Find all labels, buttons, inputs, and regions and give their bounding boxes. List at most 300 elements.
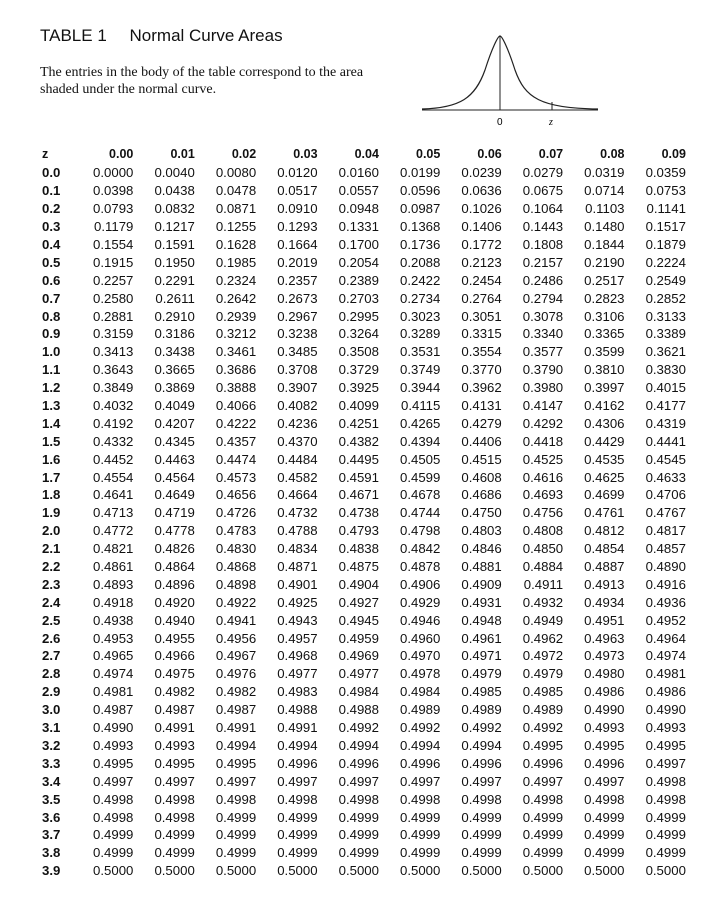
z-value: 0.5 bbox=[42, 254, 61, 270]
area-cell: 0.4981 bbox=[93, 684, 134, 700]
area-cell: 0.4998 bbox=[277, 791, 318, 807]
table-row bbox=[36, 271, 686, 289]
column-header: 0.01 bbox=[170, 147, 195, 161]
table-row bbox=[36, 808, 686, 826]
area-cell: 0.4495 bbox=[338, 451, 379, 467]
normal-curve-diagram bbox=[420, 30, 600, 130]
area-cell: 0.2939 bbox=[215, 308, 257, 324]
area-cell: 0.4999 bbox=[338, 827, 379, 843]
area-cell: 0.4956 bbox=[215, 630, 257, 646]
area-cell: 0.4868 bbox=[215, 559, 257, 575]
table-row bbox=[36, 504, 686, 522]
area-cell: 0.4744 bbox=[400, 505, 441, 521]
area-cell: 0.4996 bbox=[522, 755, 564, 771]
area-cell: 0.4573 bbox=[215, 469, 257, 485]
area-cell: 0.3212 bbox=[215, 326, 257, 342]
area-cell: 0.4066 bbox=[215, 398, 257, 414]
area-cell: 0.4995 bbox=[93, 755, 134, 771]
area-cell: 0.4591 bbox=[338, 469, 379, 485]
table-row bbox=[36, 289, 686, 307]
area-cell: 0.0871 bbox=[215, 201, 257, 217]
table-row bbox=[36, 558, 686, 576]
area-cell: 0.4719 bbox=[154, 505, 195, 521]
area-cell: 0.0793 bbox=[93, 201, 134, 217]
area-cell: 0.4999 bbox=[93, 845, 134, 861]
area-cell: 0.4989 bbox=[461, 702, 502, 718]
z-value: 2.6 bbox=[42, 630, 61, 646]
table-row bbox=[36, 361, 686, 379]
area-cell: 0.4999 bbox=[400, 809, 441, 825]
area-cell: 0.4999 bbox=[338, 809, 379, 825]
zero-label: 0 bbox=[497, 117, 503, 128]
table-row bbox=[36, 253, 686, 271]
z-value: 1.3 bbox=[42, 398, 61, 414]
table-row bbox=[36, 182, 686, 200]
table-row bbox=[36, 236, 686, 254]
area-cell: 0.1064 bbox=[522, 201, 564, 217]
area-cell: 0.2794 bbox=[522, 290, 564, 306]
area-cell: 0.1664 bbox=[277, 237, 318, 252]
area-cell: 0.4633 bbox=[645, 469, 686, 485]
z-value: 0.2 bbox=[42, 201, 61, 217]
area-cell: 0.4671 bbox=[338, 487, 379, 503]
area-cell: 0.2823 bbox=[584, 290, 625, 306]
area-cell: 0.4706 bbox=[645, 487, 686, 503]
area-cell: 0.1368 bbox=[400, 219, 441, 235]
area-cell: 0.4999 bbox=[154, 827, 195, 843]
area-cell: 0.1591 bbox=[154, 237, 195, 252]
area-cell: 0.4934 bbox=[584, 594, 625, 610]
area-cell: 0.1950 bbox=[154, 254, 195, 270]
table-row bbox=[36, 701, 686, 719]
area-cell: 0.4941 bbox=[215, 612, 257, 628]
area-cell: 0.0199 bbox=[400, 165, 441, 181]
area-cell: 0.4783 bbox=[215, 523, 257, 539]
z-value: 1.9 bbox=[42, 505, 61, 521]
area-cell: 0.4999 bbox=[338, 845, 379, 861]
z-value: 2.9 bbox=[42, 684, 61, 700]
area-cell: 0.2054 bbox=[338, 254, 379, 270]
column-header: 0.02 bbox=[231, 147, 257, 161]
area-cell: 0.3962 bbox=[461, 380, 502, 396]
area-cell: 0.4987 bbox=[93, 702, 134, 718]
area-cell: 0.3888 bbox=[215, 380, 257, 396]
area-cell: 0.4998 bbox=[461, 791, 502, 807]
area-cell: 0.4406 bbox=[461, 433, 502, 449]
area-cell: 0.1141 bbox=[646, 201, 686, 217]
area-cell: 0.4995 bbox=[522, 737, 564, 753]
area-cell: 0.3621 bbox=[645, 344, 686, 360]
area-cell: 0.4864 bbox=[154, 559, 195, 575]
area-cell: 0.5000 bbox=[645, 863, 686, 879]
area-cell: 0.3980 bbox=[522, 380, 564, 396]
area-cell: 0.4997 bbox=[461, 773, 502, 789]
area-cell: 0.4994 bbox=[338, 737, 379, 753]
area-cell: 0.4972 bbox=[522, 648, 564, 664]
area-cell: 0.3365 bbox=[584, 326, 625, 342]
area-cell: 0.4998 bbox=[93, 809, 134, 825]
area-cell: 0.4834 bbox=[277, 541, 318, 557]
area-cell: 0.4699 bbox=[584, 487, 625, 503]
area-cell: 0.4370 bbox=[277, 433, 318, 449]
area-cell: 0.4207 bbox=[154, 415, 195, 431]
area-cell: 0.3907 bbox=[277, 380, 318, 396]
area-cell: 0.3508 bbox=[338, 344, 379, 360]
area-cell: 0.4904 bbox=[338, 576, 379, 592]
area-cell: 0.4976 bbox=[215, 666, 257, 682]
table-row bbox=[36, 647, 686, 665]
area-cell: 0.4898 bbox=[215, 576, 257, 592]
area-cell: 0.0040 bbox=[154, 165, 195, 181]
area-cell: 0.1026 bbox=[461, 201, 502, 217]
area-cell: 0.4980 bbox=[584, 666, 625, 682]
z-value: 2.5 bbox=[42, 612, 61, 628]
area-cell: 0.4995 bbox=[154, 755, 195, 771]
area-cell: 0.4994 bbox=[400, 737, 441, 753]
area-cell: 0.4846 bbox=[461, 541, 502, 557]
area-cell: 0.4505 bbox=[400, 451, 441, 467]
area-cell: 0.3389 bbox=[645, 326, 686, 342]
area-cell: 0.4906 bbox=[400, 576, 441, 592]
area-cell: 0.4948 bbox=[461, 612, 502, 628]
area-cell: 0.2703 bbox=[338, 290, 379, 306]
area-cell: 0.4960 bbox=[400, 630, 441, 646]
area-cell: 0.4177 bbox=[645, 398, 686, 414]
area-cell: 0.0239 bbox=[461, 165, 502, 181]
area-cell: 0.2673 bbox=[277, 290, 318, 306]
area-cell: 0.0714 bbox=[584, 183, 625, 199]
area-cell: 0.3106 bbox=[584, 308, 625, 324]
column-header: 0.06 bbox=[477, 147, 502, 161]
area-cell: 0.3790 bbox=[522, 362, 564, 378]
area-cell: 0.4830 bbox=[215, 541, 257, 557]
area-cell: 0.4616 bbox=[522, 469, 564, 485]
area-cell: 0.4726 bbox=[215, 505, 257, 521]
area-cell: 0.4995 bbox=[215, 755, 257, 771]
area-cell: 0.0636 bbox=[461, 183, 502, 199]
area-cell: 0.4999 bbox=[277, 809, 318, 825]
area-cell: 0.4842 bbox=[400, 541, 441, 557]
table-row bbox=[36, 379, 686, 397]
area-cell: 0.4015 bbox=[645, 380, 686, 396]
area-cell: 0.4441 bbox=[645, 433, 686, 449]
area-cell: 0.4049 bbox=[154, 398, 195, 414]
area-cell: 0.4767 bbox=[645, 505, 686, 521]
area-cell: 0.4332 bbox=[93, 433, 134, 449]
area-cell: 0.4974 bbox=[645, 648, 686, 664]
area-cell: 0.4974 bbox=[93, 666, 134, 682]
area-cell: 0.4996 bbox=[584, 755, 625, 771]
area-cell: 0.1915 bbox=[93, 254, 134, 270]
area-cell: 0.4554 bbox=[93, 469, 134, 485]
area-cell: 0.4357 bbox=[215, 433, 257, 449]
area-cell: 0.4826 bbox=[154, 541, 195, 557]
area-cell: 0.0910 bbox=[277, 201, 318, 217]
area-cell: 0.4994 bbox=[277, 737, 318, 753]
area-cell: 0.5000 bbox=[93, 863, 134, 879]
area-cell: 0.4987 bbox=[154, 702, 195, 718]
area-cell: 0.1879 bbox=[645, 237, 686, 252]
table-row bbox=[36, 754, 686, 772]
z-value: 1.2 bbox=[42, 380, 61, 396]
area-cell: 0.0675 bbox=[522, 183, 564, 199]
area-cell: 0.3770 bbox=[461, 362, 502, 378]
z-value: 0.7 bbox=[42, 290, 61, 306]
area-cell: 0.4979 bbox=[461, 666, 502, 682]
area-cell: 0.4999 bbox=[522, 827, 564, 843]
area-cell: 0.4713 bbox=[93, 505, 134, 521]
area-cell: 0.4996 bbox=[461, 755, 502, 771]
area-cell: 0.4772 bbox=[93, 523, 134, 539]
area-cell: 0.4909 bbox=[461, 576, 502, 592]
area-cell: 0.4901 bbox=[277, 576, 318, 592]
area-cell: 0.3315 bbox=[461, 326, 502, 342]
area-cell: 0.0438 bbox=[154, 183, 195, 199]
area-cell: 0.2734 bbox=[400, 290, 441, 306]
area-cell: 0.3869 bbox=[154, 380, 195, 396]
area-cell: 0.4808 bbox=[522, 523, 564, 539]
area-cell: 0.4999 bbox=[461, 827, 502, 843]
area-cell: 0.4999 bbox=[584, 809, 625, 825]
area-cell: 0.4996 bbox=[277, 755, 318, 771]
area-cell: 0.4147 bbox=[522, 398, 564, 414]
area-cell: 0.4761 bbox=[584, 505, 625, 521]
area-cell: 0.4978 bbox=[400, 666, 441, 682]
area-cell: 0.4582 bbox=[277, 469, 318, 485]
area-cell: 0.4946 bbox=[400, 612, 441, 628]
area-cell: 0.4990 bbox=[584, 702, 625, 718]
area-cell: 0.4936 bbox=[645, 594, 686, 610]
area-cell: 0.1772 bbox=[461, 237, 502, 252]
z-value: 3.0 bbox=[42, 702, 61, 718]
z-value: 1.0 bbox=[42, 344, 61, 360]
area-cell: 0.4973 bbox=[584, 648, 625, 664]
area-cell: 0.4857 bbox=[645, 541, 686, 557]
area-cell: 0.4983 bbox=[277, 684, 318, 700]
area-cell: 0.4963 bbox=[584, 630, 625, 646]
area-cell: 0.4999 bbox=[154, 845, 195, 861]
area-cell: 0.4997 bbox=[93, 773, 134, 789]
area-cell: 0.4306 bbox=[584, 415, 625, 431]
area-cell: 0.4996 bbox=[400, 755, 441, 771]
area-cell: 0.2123 bbox=[461, 254, 502, 270]
z-value: 1.7 bbox=[42, 469, 61, 485]
area-cell: 0.4535 bbox=[584, 451, 625, 467]
column-header: 0.00 bbox=[109, 147, 134, 161]
area-cell: 0.4890 bbox=[645, 559, 686, 575]
area-cell: 0.4999 bbox=[584, 845, 625, 861]
area-cell: 0.2019 bbox=[277, 254, 318, 270]
area-cell: 0.4756 bbox=[522, 505, 564, 521]
area-cell: 0.4961 bbox=[461, 630, 502, 646]
area-cell: 0.4999 bbox=[522, 809, 564, 825]
area-cell: 0.4693 bbox=[522, 487, 564, 503]
area-cell: 0.4991 bbox=[154, 720, 195, 736]
normal-curve-table bbox=[36, 144, 686, 880]
table-row bbox=[36, 522, 686, 540]
area-cell: 0.4945 bbox=[338, 612, 379, 628]
area-cell: 0.0279 bbox=[522, 165, 564, 181]
area-cell: 0.3577 bbox=[522, 344, 564, 360]
z-value: 2.7 bbox=[42, 648, 61, 664]
area-cell: 0.3643 bbox=[93, 362, 134, 378]
area-cell: 0.0987 bbox=[400, 201, 441, 217]
area-cell: 0.1217 bbox=[154, 219, 195, 235]
area-cell: 0.4962 bbox=[522, 630, 564, 646]
area-cell: 0.3264 bbox=[338, 326, 379, 342]
table-row bbox=[36, 665, 686, 683]
area-cell: 0.4991 bbox=[277, 720, 318, 736]
table-row bbox=[36, 468, 686, 486]
area-cell: 0.4656 bbox=[215, 487, 257, 503]
area-cell: 0.1331 bbox=[338, 219, 379, 235]
area-cell: 0.4968 bbox=[277, 648, 318, 664]
area-cell: 0.4812 bbox=[584, 523, 625, 539]
area-cell: 0.1700 bbox=[338, 237, 379, 252]
area-cell: 0.0596 bbox=[400, 183, 441, 199]
area-cell: 0.4999 bbox=[215, 827, 257, 843]
area-cell: 0.1517 bbox=[645, 219, 686, 235]
area-cell: 0.4999 bbox=[400, 845, 441, 861]
table-row bbox=[36, 611, 686, 629]
table-row bbox=[36, 844, 686, 862]
area-cell: 0.4525 bbox=[522, 451, 564, 467]
area-cell: 0.4099 bbox=[338, 398, 379, 414]
area-cell: 0.1554 bbox=[93, 237, 134, 252]
area-cell: 0.3810 bbox=[584, 362, 625, 378]
area-cell: 0.2486 bbox=[522, 272, 564, 288]
table-row bbox=[36, 629, 686, 647]
area-cell: 0.4985 bbox=[522, 684, 564, 700]
z-value: 0.1 bbox=[42, 183, 61, 199]
z-value: 2.8 bbox=[42, 666, 61, 682]
area-cell: 0.4998 bbox=[154, 809, 195, 825]
area-cell: 0.2324 bbox=[215, 272, 257, 288]
page-title bbox=[40, 26, 283, 46]
table-description: The entries in the body of the table correspond to the area shaded under the normal curve. bbox=[40, 65, 364, 97]
area-cell: 0.0359 bbox=[645, 165, 686, 181]
area-cell: 0.4452 bbox=[93, 451, 134, 467]
area-cell: 0.4955 bbox=[154, 630, 195, 646]
area-cell: 0.4998 bbox=[154, 791, 195, 807]
area-cell: 0.4999 bbox=[461, 809, 502, 825]
column-header: 0.03 bbox=[293, 147, 318, 161]
table-number: TABLE 1 bbox=[40, 26, 107, 45]
area-cell: 0.4991 bbox=[215, 720, 257, 736]
area-cell: 0.4987 bbox=[215, 702, 257, 718]
area-cell: 0.4999 bbox=[400, 827, 441, 843]
area-cell: 0.1406 bbox=[461, 219, 502, 235]
z-value: 1.6 bbox=[42, 451, 61, 467]
area-cell: 0.2224 bbox=[645, 254, 686, 270]
area-cell: 0.4988 bbox=[338, 702, 379, 718]
area-cell: 0.1103 bbox=[585, 201, 625, 217]
area-cell: 0.4999 bbox=[93, 827, 134, 843]
area-cell: 0.3686 bbox=[215, 362, 257, 378]
area-cell: 0.4750 bbox=[461, 505, 502, 521]
area-cell: 0.5000 bbox=[154, 863, 195, 879]
area-cell: 0.4997 bbox=[584, 773, 625, 789]
area-cell: 0.4929 bbox=[400, 594, 441, 610]
area-cell: 0.4998 bbox=[584, 791, 625, 807]
area-cell: 0.4996 bbox=[338, 755, 379, 771]
area-cell: 0.2580 bbox=[93, 290, 134, 306]
area-cell: 0.4474 bbox=[215, 451, 257, 467]
area-cell: 0.0120 bbox=[277, 165, 318, 181]
area-cell: 0.4545 bbox=[645, 451, 686, 467]
area-cell: 0.4821 bbox=[93, 541, 134, 557]
area-cell: 0.4394 bbox=[400, 433, 441, 449]
table-row bbox=[36, 862, 686, 880]
area-cell: 0.4977 bbox=[277, 666, 318, 682]
area-cell: 0.4082 bbox=[277, 398, 318, 414]
area-cell: 0.4678 bbox=[400, 487, 441, 503]
area-cell: 0.4878 bbox=[400, 559, 441, 575]
area-cell: 0.4896 bbox=[154, 576, 195, 592]
area-cell: 0.4999 bbox=[215, 809, 257, 825]
area-cell: 0.4927 bbox=[338, 594, 379, 610]
area-cell: 0.3599 bbox=[584, 344, 625, 360]
area-cell: 0.2764 bbox=[461, 290, 502, 306]
area-cell: 0.4989 bbox=[522, 702, 564, 718]
area-cell: 0.4998 bbox=[338, 791, 379, 807]
area-cell: 0.1293 bbox=[277, 219, 318, 235]
area-cell: 0.4986 bbox=[584, 684, 625, 700]
area-cell: 0.4884 bbox=[522, 559, 564, 575]
area-cell: 0.3830 bbox=[645, 362, 686, 378]
table-row bbox=[36, 719, 686, 737]
area-cell: 0.4938 bbox=[93, 612, 134, 628]
area-cell: 0.3531 bbox=[400, 344, 441, 360]
area-cell: 0.0753 bbox=[645, 183, 686, 199]
z-value: 0.6 bbox=[42, 272, 61, 288]
area-cell: 0.4871 bbox=[277, 559, 318, 575]
area-cell: 0.3051 bbox=[461, 308, 502, 324]
area-cell: 0.4993 bbox=[584, 720, 625, 736]
area-cell: 0.2611 bbox=[155, 290, 195, 306]
z-value: 3.1 bbox=[42, 720, 61, 736]
z-value: 1.4 bbox=[42, 415, 61, 431]
area-cell: 0.4131 bbox=[461, 398, 502, 414]
area-cell: 0.4854 bbox=[584, 541, 625, 557]
area-cell: 0.4738 bbox=[338, 505, 379, 521]
area-cell: 0.5000 bbox=[338, 863, 379, 879]
area-cell: 0.5000 bbox=[215, 863, 257, 879]
area-cell: 0.2357 bbox=[277, 272, 318, 288]
area-cell: 0.3340 bbox=[522, 326, 564, 342]
area-cell: 0.4236 bbox=[277, 415, 318, 431]
area-cell: 0.4998 bbox=[215, 791, 257, 807]
area-cell: 0.2517 bbox=[584, 272, 625, 288]
area-cell: 0.4913 bbox=[584, 576, 625, 592]
area-cell: 0.4971 bbox=[461, 648, 502, 664]
area-cell: 0.4990 bbox=[93, 720, 134, 736]
area-cell: 0.4990 bbox=[645, 702, 686, 718]
area-cell: 0.3159 bbox=[93, 326, 134, 342]
area-cell: 0.1808 bbox=[522, 237, 564, 252]
table-row bbox=[36, 218, 686, 236]
area-cell: 0.3708 bbox=[277, 362, 318, 378]
area-cell: 0.2454 bbox=[461, 272, 502, 288]
table-row bbox=[36, 826, 686, 844]
area-cell: 0.4997 bbox=[277, 773, 318, 789]
area-cell: 0.4981 bbox=[645, 666, 686, 682]
z-value: 1.1 bbox=[42, 362, 61, 378]
area-cell: 0.4993 bbox=[645, 720, 686, 736]
area-cell: 0.3849 bbox=[93, 380, 134, 396]
area-cell: 0.4999 bbox=[215, 845, 257, 861]
area-cell: 0.4649 bbox=[154, 487, 195, 503]
